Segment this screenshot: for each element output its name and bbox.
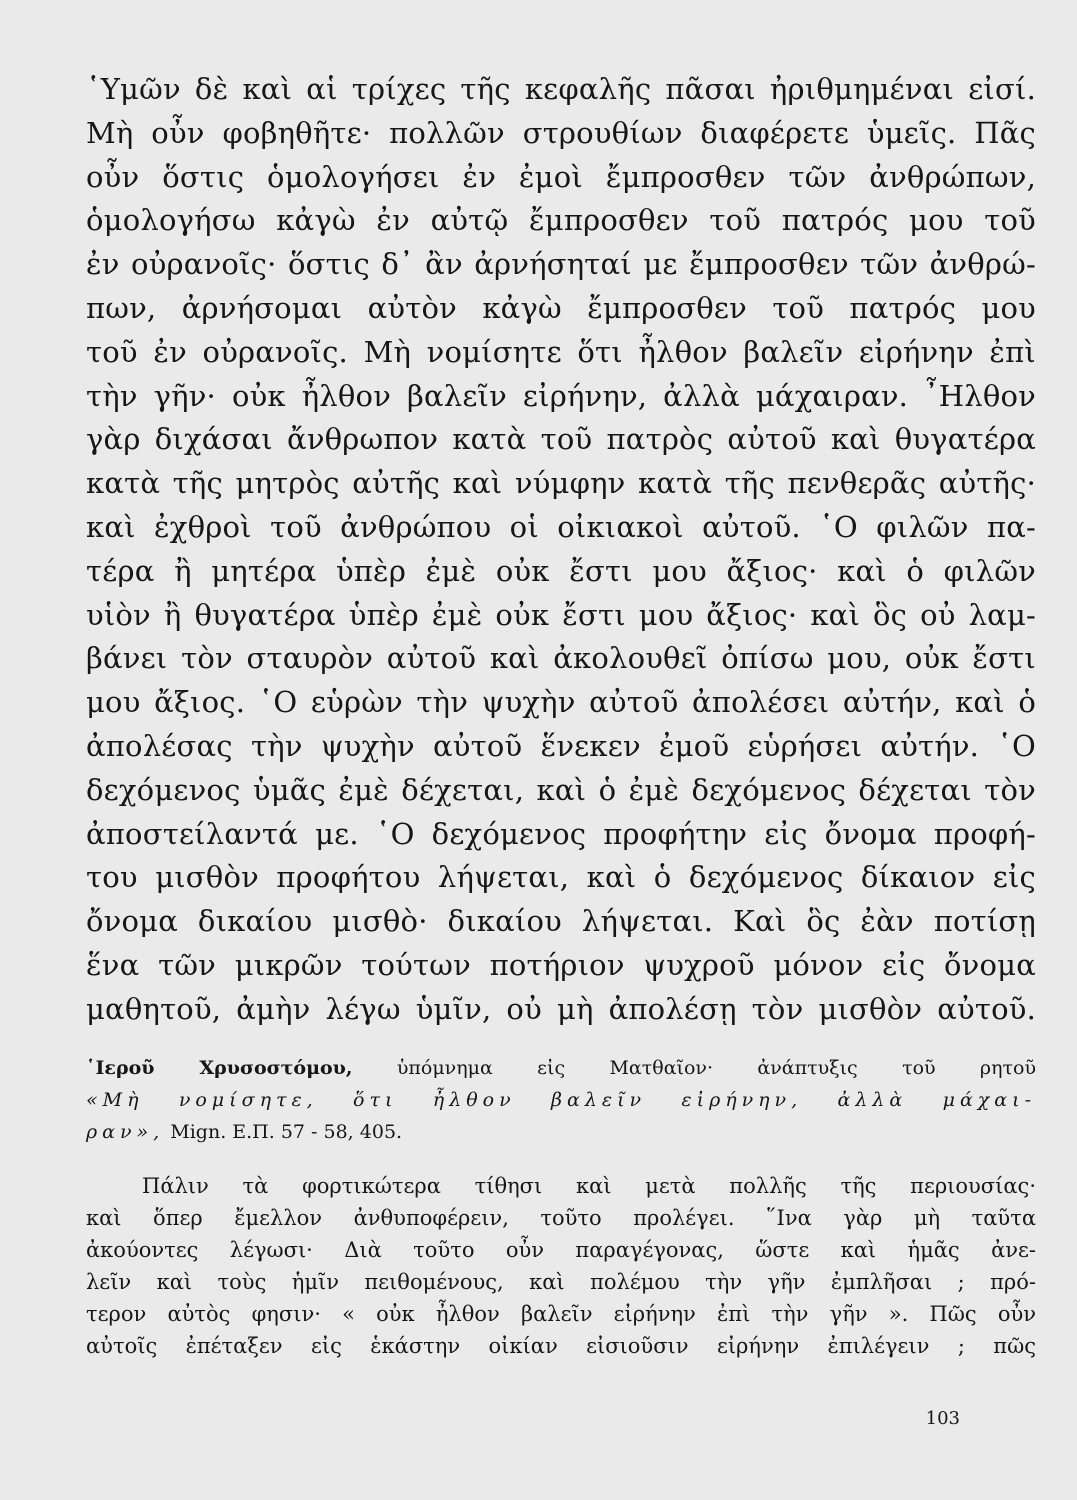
- scripture-line: τοῦ ἐν οὐρανοῖς. Μὴ νομίσητε ὅτι ἦλθον βαλεῖν εἰρήνην ἐπὶ: [86, 334, 1036, 369]
- scripture-line: μου ἄξιος. ῾Ο εὑρὼν τὴν ψυχὴν αὐτοῦ ἀπολέσει αὐτήν, καὶ ὁ: [86, 685, 1036, 720]
- commentary-line: τερον αὐτὸς φησιν· « οὐκ ἦλθον βαλεῖν εἰρήνην ἐπὶ τὴν γῆν ». Πῶς οὖν: [86, 1302, 1036, 1326]
- scripture-line: τέρα ἢ μητέρα ὑπὲρ ἐμὲ οὐκ ἔστι μου ἄξιος· καὶ ὁ φιλῶν: [86, 553, 1036, 588]
- scripture-line: γὰρ διχάσαι ἄνθρωπον κατὰ τοῦ πατρὸς αὐτοῦ καὶ θυγατέρα: [86, 422, 1036, 457]
- commentary-line: αὐτοῖς ἐπέταξεν εἰς ἑκάστην οἰκίαν εἰσιοῦσιν εἰρήνην ἐπιλέγειν ; πῶς: [86, 1334, 1036, 1358]
- commentary-line: λεῖν καὶ τοὺς ἡμῖν πειθομένους, καὶ πολέμου τὴν γῆν ἐμπλῆσαι ; πρό-: [86, 1270, 1036, 1294]
- citation-reference: Mign. Ε.Π. 57 - 58, 405.: [170, 1121, 403, 1143]
- scripture-line: ἀποστείλαντά με. ῾Ο δεχόμενος προφήτην εἰς ὄνομα προφή-: [86, 816, 1036, 851]
- scripture-line: ὄνομα δικαίου μισθὸ· δικαίου λήψεται. Καὶ ὃς ἐὰν ποτίσῃ: [86, 904, 1036, 939]
- page-number: 103: [925, 1408, 960, 1429]
- scripture-line: καὶ ἐχθροὶ τοῦ ἀνθρώπου οἱ οἰκιακοὶ αὐτοῦ. ῾Ο φιλῶν πα-: [86, 509, 1036, 544]
- source-citation: [86, 1052, 1036, 1148]
- scripture-line: δεχόμενος ὑμᾶς ἐμὲ δέχεται, καὶ ὁ ἐμὲ δεχόμενος δέχεται τὸν: [86, 772, 1036, 807]
- commentary-text: [86, 1170, 1036, 1362]
- citation-line: [86, 1116, 1036, 1148]
- scripture-line: βάνει τὸν σταυρὸν αὐτοῦ καὶ ἀκολουθεῖ ὀπίσω μου, οὐκ ἔστι: [86, 641, 1036, 676]
- scripture-line: πων, ἀρνήσομαι αὐτὸν κἀγὼ ἔμπροσθεν τοῦ πατρός μου: [86, 290, 1036, 325]
- scripture-line: του μισθὸν προφήτου λήψεται, καὶ ὁ δεχόμενος δίκαιον εἰς: [86, 860, 1036, 895]
- commentary-line: ἀκούοντες λέγωσι· Διὰ τοῦτο οὖν παραγέγονας, ὥστε καὶ ἡμᾶς ἀνε-: [86, 1238, 1036, 1262]
- scripture-line: ἐν οὐρανοῖς· ὅστις δ᾿ ἂν ἀρνήσηταί με ἔμπροσθεν τῶν ἀνθρώ-: [86, 247, 1036, 282]
- scripture-passage: [86, 68, 1036, 1032]
- scripture-line: ἀπολέσας τὴν ψυχὴν αὐτοῦ ἕνεκεν ἐμοῦ εὑρήσει αὐτήν. ῾Ο: [86, 728, 1036, 763]
- citation-line: [86, 1084, 1036, 1116]
- scripture-line: ἕνα τῶν μικρῶν τούτων ποτήριον ψυχροῦ μόνον εἰς ὄνομα: [86, 947, 1036, 982]
- commentary-line: Πάλιν τὰ φορτικώτερα τίθησι καὶ μετὰ πολλῆς τῆς περιουσίας·: [142, 1174, 1036, 1198]
- scripture-line: ὁμολογήσω κἀγὼ ἐν αὐτῷ ἔμπροσθεν τοῦ πατρός μου τοῦ: [86, 203, 1036, 238]
- scripture-line: οὖν ὅστις ὁμολογήσει ἐν ἐμοὶ ἔμπροσθεν τῶν ἀνθρώπων,: [86, 159, 1036, 194]
- scripture-line: κατὰ τῆς μητρὸς αὐτῆς καὶ νύμφην κατὰ τῆς πενθερᾶς αὐτῆς·: [86, 466, 1036, 501]
- citation-quote: «Μὴ νομίσητε, ὅτι ἦλθον βαλεῖν εἰρήνην, ἀλλὰ μάχαι-: [86, 1089, 1036, 1111]
- scripture-line: υἱὸν ἢ θυγατέρα ὑπὲρ ἐμὲ οὐκ ἔστι μου ἄξιος· καὶ ὃς οὐ λαμ-: [86, 597, 1036, 632]
- citation-author: ῾Ιεροῦ Χρυσοστόμου,: [86, 1057, 353, 1079]
- scripture-line: τὴν γῆν· οὐκ ἦλθον βαλεῖν εἰρήνην, ἀλλὰ μάχαιραν. ῏Ηλθον: [86, 378, 1036, 413]
- citation-quote-end: ραν»,: [86, 1121, 165, 1143]
- scripture-line: Μὴ οὖν φοβηθῆτε· πολλῶν στρουθίων διαφέρετε ὑμεῖς. Πᾶς: [86, 115, 1036, 150]
- scripture-line: μαθητοῦ, ἀμὴν λέγω ὑμῖν, οὐ μὴ ἀπολέσῃ τὸν μισθὸν αὐτοῦ.: [86, 991, 1036, 1026]
- citation-line: [86, 1052, 1036, 1084]
- commentary-line: καὶ ὅπερ ἔμελλον ἀνθυποφέρειν, τοῦτο προλέγει. ῞Ινα γὰρ μὴ ταῦτα: [86, 1206, 1036, 1230]
- citation-work: ὑπόμνημα εἰς Ματθαῖον· ἀνάπτυξις τοῦ ρητοῦ: [396, 1057, 1036, 1079]
- scripture-line: ῾Υμῶν δὲ καὶ αἱ τρίχες τῆς κεφαλῆς πᾶσαι ἠριθμημέναι εἰσί.: [86, 72, 1036, 106]
